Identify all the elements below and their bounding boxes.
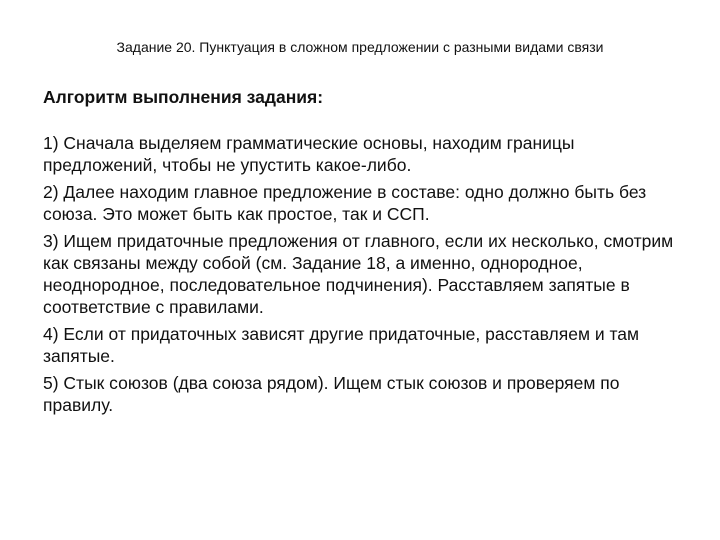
algorithm-steps-list bbox=[43, 132, 683, 416]
algorithm-heading: Алгоритм выполнения задания: bbox=[43, 87, 324, 107]
algorithm-step-3: 3) Ищем придаточные предложения от главного, если их несколько, смотрим как связаны между собой (см. Задание 18, а именно, однородное, неоднородное, последовательное подчинения). Расставляем запятые в соответствие с правилами. bbox=[43, 231, 674, 317]
algorithm-step-1: 1) Сначала выделяем грамматические основы, находим границы предложений, чтобы не упустить какое-либо. bbox=[43, 133, 575, 175]
slide-content bbox=[43, 86, 683, 421]
algorithm-step-4: 4) Если от придаточных зависят другие придаточные, расставляем и там запятые. bbox=[43, 324, 640, 366]
slide-title: Задание 20. Пунктуация в сложном предложении с разными видами связи bbox=[116, 39, 604, 55]
algorithm-step-2: 2) Далее находим главное предложение в составе: одно должно быть без союза. Это может быть как простое, так и ССП. bbox=[43, 182, 647, 224]
algorithm-step-5: 5) Стык союзов (два союза рядом). Ищем стык союзов и проверяем по правилу. bbox=[43, 373, 620, 415]
